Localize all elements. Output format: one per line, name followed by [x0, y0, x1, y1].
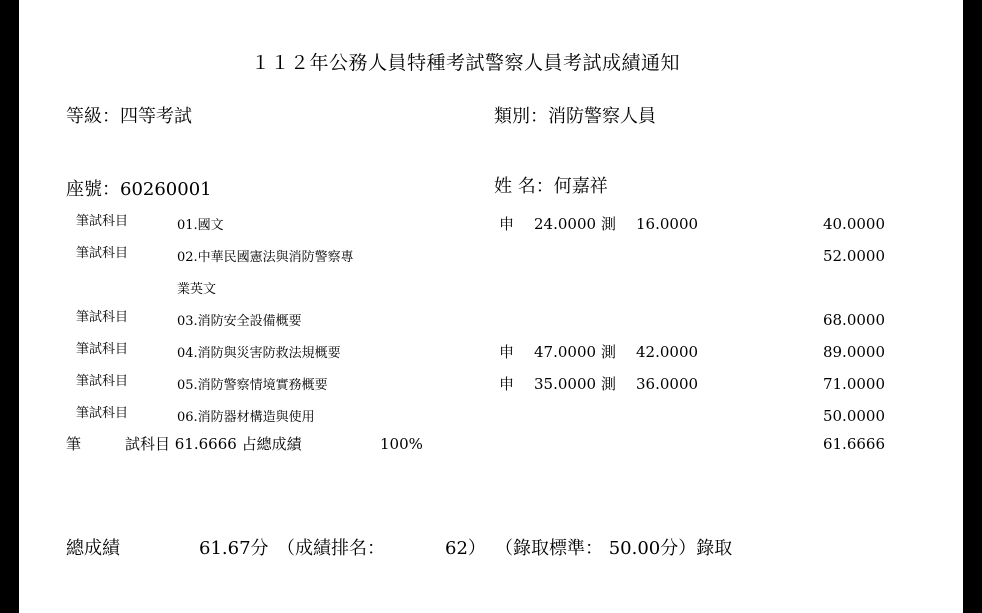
score-mark-2: 測 [601, 343, 617, 361]
score-mark-1: 申 [499, 343, 515, 361]
score-part-2: 16.0000 [636, 215, 699, 233]
exam-level: 等級：四等考試 [66, 106, 192, 127]
summary-percent: 100% [380, 435, 423, 453]
summary-lead-char: 筆 [66, 435, 82, 453]
score-part-2: 36.0000 [636, 375, 699, 393]
score-part-1: 35.0000 [534, 375, 597, 393]
subject-type-label: 筆試科目 [76, 374, 129, 389]
candidate-name: 姓 名：何嘉祥 [494, 176, 608, 197]
score-part-1: 24.0000 [534, 215, 597, 233]
final-score-label: 總成績 [66, 538, 120, 559]
subject-name-continued: 業英文 [177, 282, 217, 297]
subject-total: 89.0000 [822, 343, 885, 361]
subject-total: 40.0000 [822, 215, 885, 233]
rank-label: （成績排名： [277, 538, 385, 559]
admission-standard: （錄取標準： 50.00分）錄取 [495, 538, 733, 559]
subject-total: 71.0000 [822, 375, 885, 393]
subject-name: 02.中華民國憲法與消防警察專 [177, 250, 354, 265]
score-mark-1: 申 [499, 375, 515, 393]
seat-number: 座號：60260001 [66, 179, 212, 200]
score-mark-2: 測 [601, 375, 617, 393]
subject-total: 50.0000 [822, 407, 885, 425]
subject-name: 03.消防安全設備概要 [177, 314, 302, 329]
rank-value: 62） [445, 538, 486, 559]
subject-type-label: 筆試科目 [76, 406, 129, 421]
score-mark-1: 申 [499, 215, 515, 233]
final-score-value: 61.67分 [199, 538, 269, 559]
subject-total: 52.0000 [822, 247, 885, 265]
subject-name: 04.消防與災害防救法規概要 [177, 346, 341, 361]
subject-type-label: 筆試科目 [76, 310, 129, 325]
subject-total: 68.0000 [822, 311, 885, 329]
subject-name: 06.消防器材構造與使用 [177, 410, 315, 425]
score-mark-2: 測 [601, 215, 617, 233]
subject-type-label: 筆試科目 [76, 342, 129, 357]
summary-total: 61.6666 [822, 435, 885, 453]
exam-category: 類別：消防警察人員 [494, 106, 656, 127]
document-title: １１２年公務人員特種考試警察人員考試成績通知 [251, 52, 681, 74]
subject-type-label: 筆試科目 [76, 214, 129, 229]
subject-name: 01.國文 [177, 218, 224, 233]
summary-text: 試科目 61.6666 占總成績 [125, 435, 302, 453]
score-notice-page [19, 0, 963, 613]
subject-name: 05.消防警察情境實務概要 [177, 378, 328, 393]
score-part-2: 42.0000 [636, 343, 699, 361]
subject-type-label: 筆試科目 [76, 246, 129, 261]
score-part-1: 47.0000 [534, 343, 597, 361]
